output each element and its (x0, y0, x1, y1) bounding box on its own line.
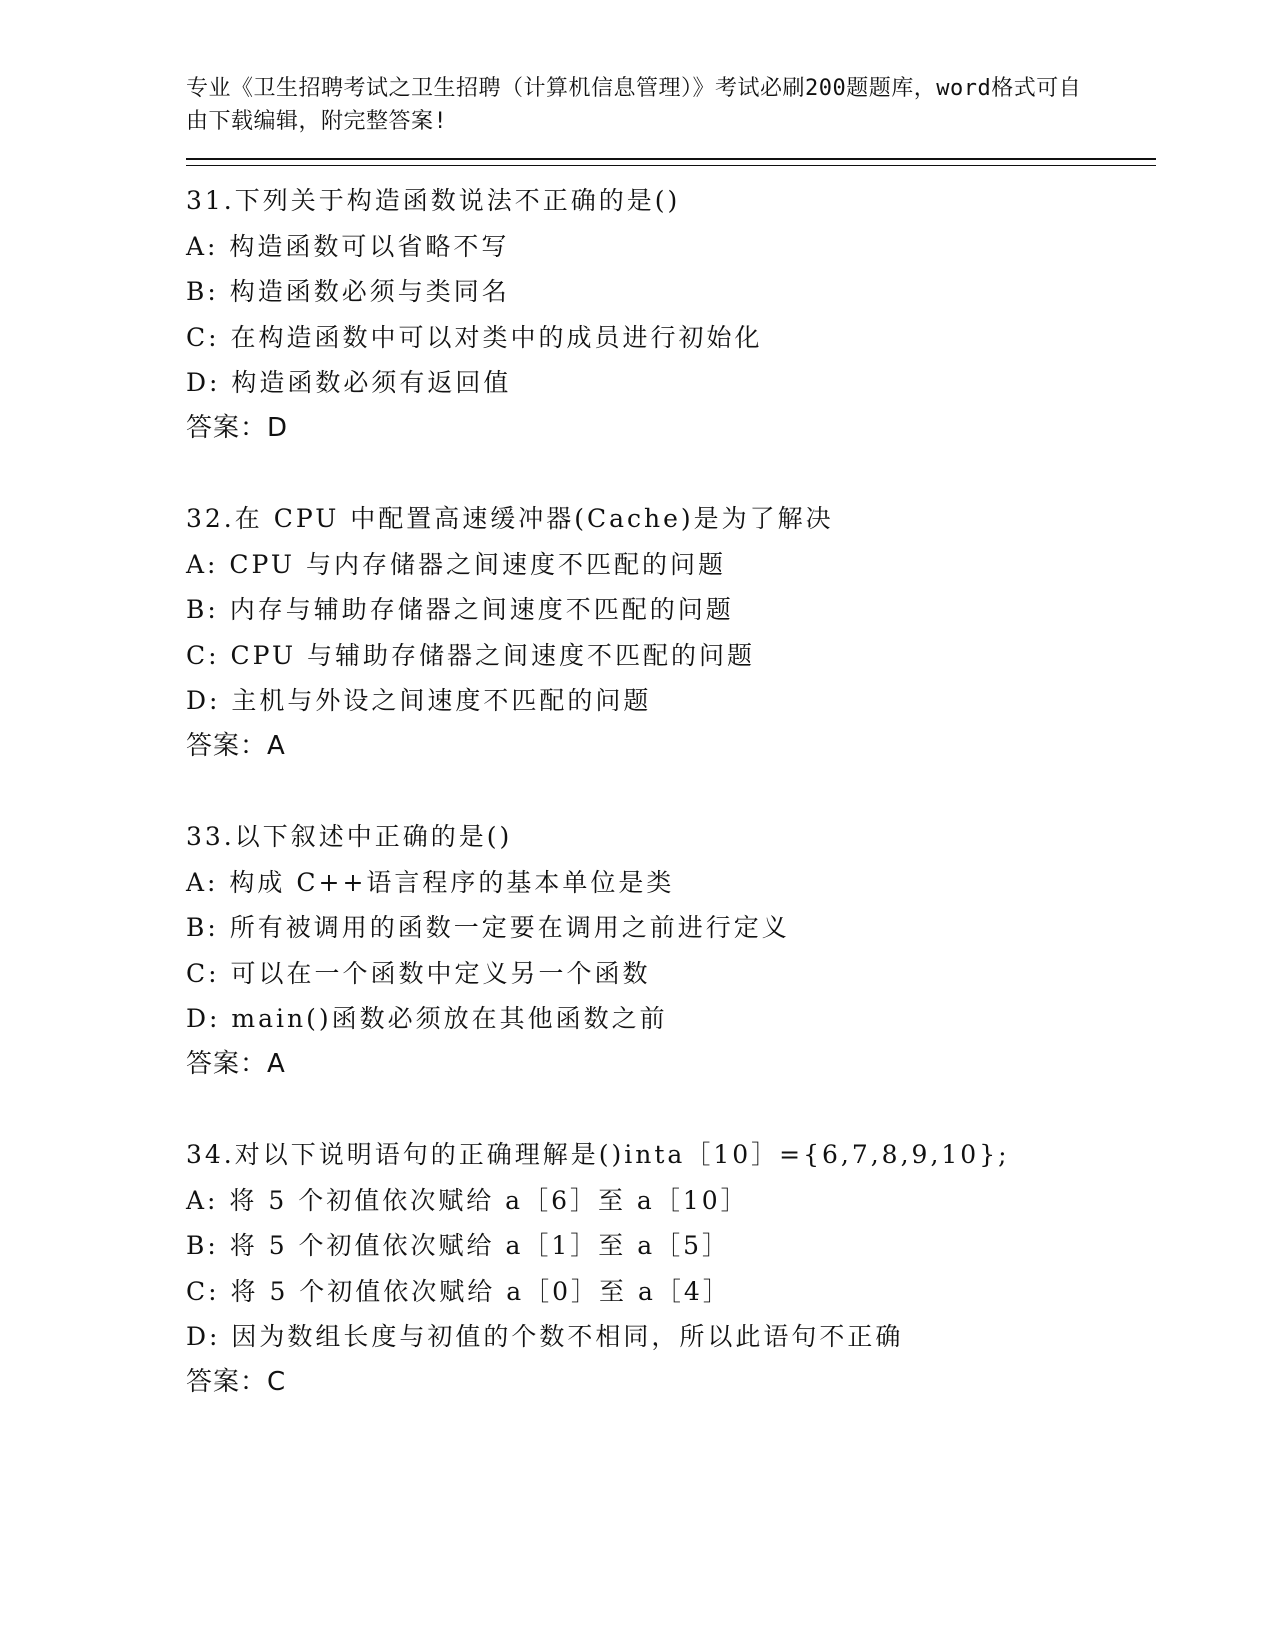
option-a: A: 构造函数可以省略不写 (186, 231, 510, 261)
question-stem: 31.下列关于构造函数说法不正确的是() (186, 186, 681, 215)
document-header: 专业《卫生招聘考试之卫生招聘（计算机信息管理）》考试必刷200题题库，word格式可自由下载编辑，附完整答案! (186, 76, 1082, 134)
question-34 (186, 1132, 1156, 1405)
option-a: A: CPU 与内存储器之间速度不匹配的问题 (186, 549, 726, 579)
question-32 (186, 496, 1156, 769)
question-stem: 34.对以下说明语句的正确理解是()inta［10］={6,7,8,9,10}; (186, 1140, 1010, 1169)
option-c: C: CPU 与辅助存储器之间速度不匹配的问题 (186, 640, 756, 670)
question-list (186, 178, 1156, 1405)
answer: 答案：D (186, 412, 289, 443)
option-c: C: 可以在一个函数中定义另一个函数 (186, 958, 651, 988)
answer: 答案：A (186, 1048, 286, 1079)
option-c: C: 将 5 个初值依次赋给 a［0］至 a［4］ (186, 1276, 731, 1306)
option-b: B: 所有被调用的函数一定要在调用之前进行定义 (186, 913, 790, 942)
option-d: D: 因为数组长度与初值的个数不相同，所以此语句不正确 (186, 1322, 904, 1351)
header-divider (186, 158, 1156, 166)
question-31 (186, 178, 1156, 451)
option-a: A: 将 5 个初值依次赋给 a［6］至 a［10］ (186, 1185, 749, 1215)
option-d: D: 主机与外设之间速度不匹配的问题 (186, 686, 652, 715)
option-d: D: main()函数必须放在其他函数之前 (186, 1004, 668, 1033)
answer: 答案：C (186, 1366, 287, 1397)
question-stem: 32.在 CPU 中配置高速缓冲器(Cache)是为了解决 (186, 504, 834, 533)
question-33 (186, 814, 1156, 1087)
question-stem: 33.以下叙述中正确的是() (186, 822, 513, 851)
option-b: B: 内存与辅助存储器之间速度不匹配的问题 (186, 595, 734, 624)
option-b: B: 将 5 个初值依次赋给 a［1］至 a［5］ (186, 1231, 731, 1260)
option-c: C: 在构造函数中可以对类中的成员进行初始化 (186, 322, 763, 352)
answer: 答案：A (186, 730, 286, 761)
option-b: B: 构造函数必须与类同名 (186, 277, 510, 306)
document-page (186, 72, 1156, 1450)
option-d: D: 构造函数必须有返回值 (186, 368, 512, 397)
option-a: A: 构成 C++语言程序的基本单位是类 (186, 867, 675, 897)
